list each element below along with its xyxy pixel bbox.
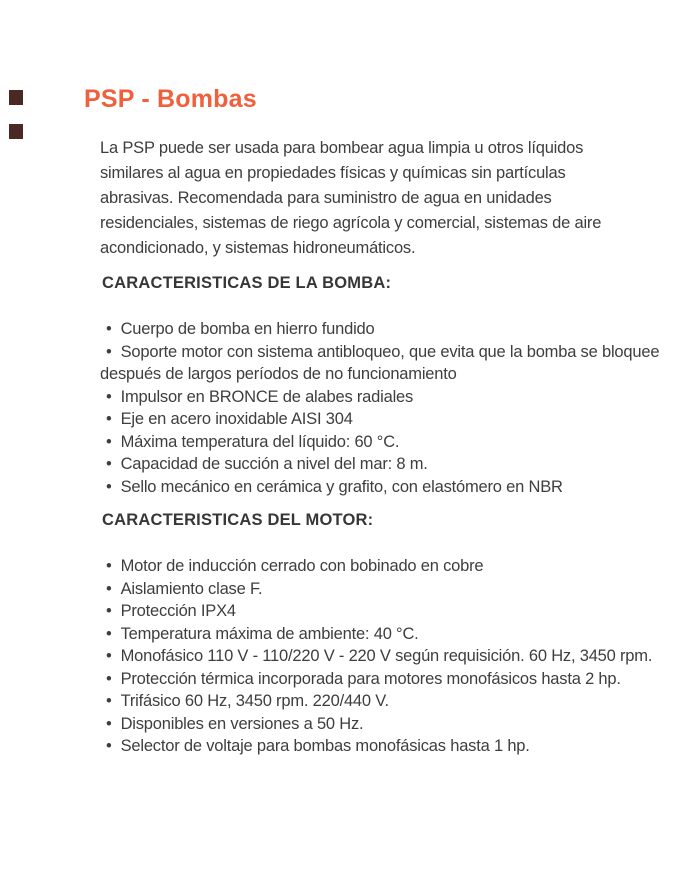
page-title: PSP - Bombas bbox=[84, 85, 257, 113]
corner-mark-top bbox=[9, 90, 23, 105]
motor-feature-list bbox=[100, 555, 660, 758]
feature-item: • Impulsor en BRONCE de alabes radiales bbox=[100, 386, 660, 409]
section-heading-bomba: CARACTERISTICAS DE LA BOMBA: bbox=[102, 274, 392, 292]
feature-item: • Máxima temperatura del líquido: 60 °C. bbox=[100, 431, 660, 454]
intro-paragraph: La PSP puede ser usada para bombear agua limpia u otros líquidos similares al agua en propiedades físicas y químicas sin partículas abrasivas. Recomendada para suministro de agua en unidades residenciales, sistemas de riego agrícola y comercial, sistemas de aire acondicionado, y sistemas hidroneumáticos. bbox=[100, 139, 602, 257]
corner-mark-bottom bbox=[9, 124, 23, 139]
feature-item: • Sello mecánico en cerámica y grafito, con elastómero en NBR bbox=[100, 476, 660, 499]
feature-item: • Selector de voltaje para bombas monofásicas hasta 1 hp. bbox=[100, 735, 660, 758]
feature-item: • Disponibles en versiones a 50 Hz. bbox=[100, 713, 660, 736]
bomba-feature-list bbox=[100, 318, 660, 498]
feature-item: • Aislamiento clase F. bbox=[100, 578, 660, 601]
feature-item: • Protección IPX4 bbox=[100, 600, 660, 623]
feature-item: • Protección térmica incorporada para motores monofásicos hasta 2 hp. bbox=[100, 668, 660, 691]
section-heading-motor: CARACTERISTICAS DEL MOTOR: bbox=[102, 511, 374, 529]
page bbox=[0, 84, 688, 758]
feature-item: • Trifásico 60 Hz, 3450 rpm. 220/440 V. bbox=[100, 690, 660, 713]
feature-item: • Motor de inducción cerrado con bobinado en cobre bbox=[100, 555, 660, 578]
feature-item: • Capacidad de succión a nivel del mar: 8 m. bbox=[100, 453, 660, 476]
feature-item: • Eje en acero inoxidable AISI 304 bbox=[100, 408, 660, 431]
feature-item: • Temperatura máxima de ambiente: 40 °C. bbox=[100, 623, 660, 646]
feature-item: • Soporte motor con sistema antibloqueo, que evita que la bomba se bloquee después de largos períodos de no funcionamiento bbox=[100, 341, 660, 386]
content-area bbox=[100, 136, 664, 758]
feature-item: • Cuerpo de bomba en hierro fundido bbox=[100, 318, 660, 341]
feature-item: • Monofásico 110 V - 110/220 V - 220 V según requisición. 60 Hz, 3450 rpm. bbox=[100, 645, 660, 668]
